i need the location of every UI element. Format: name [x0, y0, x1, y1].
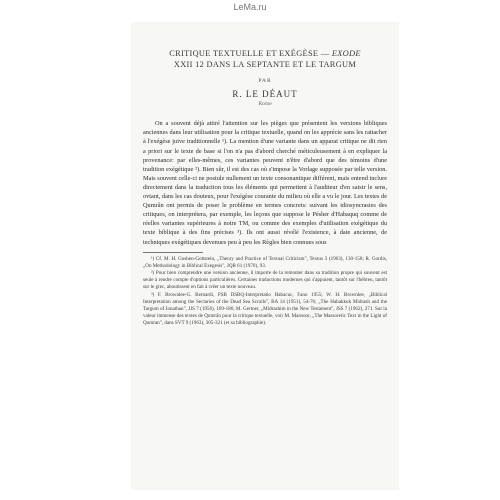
page-content [143, 22, 387, 328]
body-paragraph: On a souvent déjà attiré l'attention sur les pièges que présentent les versions bibliques anciennes dans leur utilisation pour la critique textuelle, quand on les apprécie sans les rattacher à l'exégèse juive traditionnelle ¹). La mention d'une variante dans un apparat critique ne dit rien a priori sur le texte de base si l'on n'a pas d'abord cherché méticuleusement à en expliquer la provenance: par elles-mêmes, ces variantes peuvent n'être d'abord que des témoins d'une tradition exégétique ²). Bien sûr, il est des cas où s'impose la Vorlage supposée par telle version. Mais souvent celle-ci ne postule nullement un texte consonantique différent, mais entend inclure directement dans la traduction tous les éléments qui permettent à l'auditeur d'en saisir le sens, ovtant, dans les cas douteux, pour l'exégèse courante du milieu où elle a vu le jour. Les textes de Qumrân ont permis de poser le problème en termes concrets: suivant les idiosyncrasies des critiques, on interprétera, par exemple, les leçons que suppose le Pésher d'Habaquq comme de réelles variantes supérieures à notre TM, ou comme des exemples d'utilisation exégétique du texte biblique à des fins précises ³). Ils ont aussi révélé l'existence, à date ancienne, de techniques exégétiques devenues peu à peu les Règles bien connues sous [143, 120, 387, 246]
author-affiliation: Rome [258, 101, 272, 108]
footnote-2: ²) Pour bien comprendre une version ancienne, il importe de la remonter dans sa tradition propre qui souvent est seule à rendre compte d'options particulières. Certaines traductions modernes qui s'appuient, tantôt sur l'hébreu, tantôt sur le grec, aboutissent en fait à créer un texte nouveau. [143, 270, 387, 291]
body-text [143, 119, 387, 246]
watermark: LeMa.ru [233, 2, 267, 12]
footnote-3: ³) F. Brownlee-G. Bernardi, PSB DSBQ-Interpretatio Habacuc, Fano 1955; W. H. Brownlee, „Biblical Interpretation among the Sectaries of the Dead Sea Scrolls", BA 14 (1951), 54-76; „The Habakkuk Midrash and the Targum of Jonathan", JJS 7 (1956), 169-186; M. Gertner, „Midrashim in the New Testament", JSS 7 (1962), 271. Sur la valeur immense des textes de Qumrân pour la critique textuelle, voir M. Mansoor, „The Massoretic Text in the Light of Qumran", dans SVT 9 (1963), 305-321 (et sa bibliographie). [143, 292, 387, 327]
title-line2: XXII 12 DANS LA SEPTANTE ET LE TARGUM [173, 59, 357, 69]
title-line1-prefix: CRITIQUE TEXTUELLE ET EXÉGÈSE — [169, 49, 330, 58]
footnotes [143, 256, 387, 328]
scanned-page [131, 22, 399, 490]
author-name: R. LE DÉAUT [232, 89, 298, 100]
article-title [143, 49, 387, 70]
footnote-divider [143, 252, 203, 253]
footnote-1: ¹) Cf. M. H. Goshen-Gottstein, „Theory and Practice of Textual Criticism", Textus 3 (1963), 130-158; R. Gordis, „On Methodology in Biblical Exegesis", JQR 61 (1970), 93. [143, 255, 387, 269]
by-label: PAR [258, 78, 272, 84]
title-line1-italic: EXODE [331, 49, 361, 58]
